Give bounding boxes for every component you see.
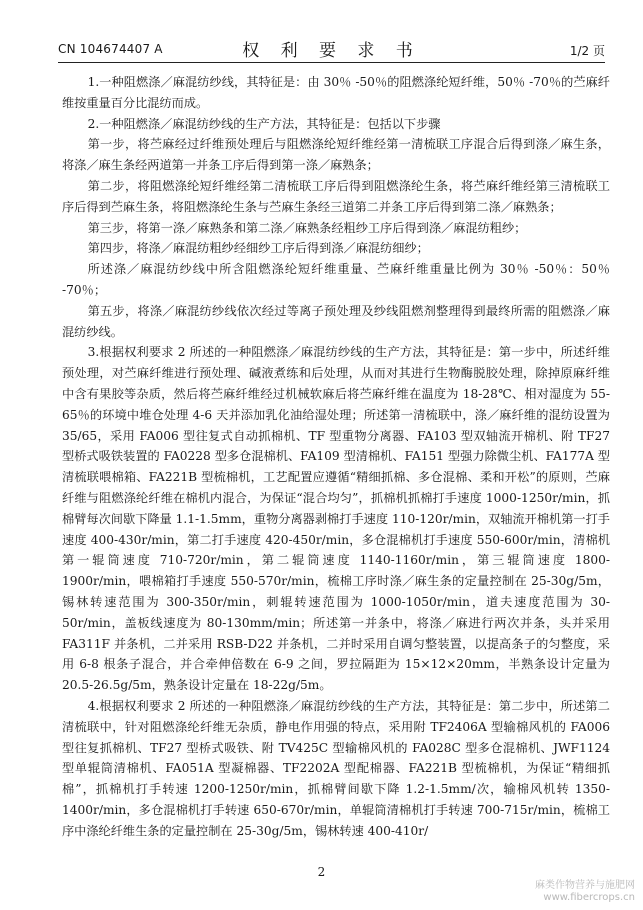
claim-step-paragraph: 第一步，将苎麻经过纤维预处理后与阻燃涤纶短纤维经第一清梳联工序混合后得到涤／麻生条，将涤／麻生条经两道第一并条工序后得到第一涤／麻熟条；	[62, 137, 610, 173]
claim-step-paragraph: 第四步，将涤／麻混纺粗纱经细纱工序后得到涤／麻混纺细纱；	[87, 241, 429, 256]
watermark-line-2: www.fibercrops.cn	[543, 892, 635, 903]
claim-step-paragraph: 第二步，将阻燃涤纶短纤维经第二清梳联工序后得到阻燃涤纶生条，将苎麻纤维经第三清梳联工序后得到苎麻生条，将阻燃涤纶生条与苎麻生条经三道第二并条工序后得到第二涤／麻熟条；	[62, 178, 610, 214]
page-indicator: 1/2 页	[569, 44, 605, 58]
document-title: 权 利 要 求 书	[242, 41, 421, 61]
claims-body	[62, 72, 610, 841]
patent-number: CN 104674407 A	[58, 42, 163, 56]
claim-step-paragraph: 所述涤／麻混纺纱线中所含阻燃涤纶短纤维重量、苎麻纤维重量比例为 30％ -50％：50％ -70％；	[62, 262, 610, 297]
claim-paragraph: 3.根据权利要求 2 所述的一种阻燃涤／麻混纺纱线的生产方法，其特征是：第一步中，所述纤维预处理，对苎麻纤维进行预处理、碱液煮练和后处理，从而对其进行生物酶脱胶处理，除掉原麻纤维中含有果胶等杂质，然后将苎麻纤维经过机械软麻后将苎麻纤维在温度为 18-28℃、相对湿度为 55-65％的环境中堆仓处理 4-6 天并添加乳化油给湿处理；所述第一清梳联中，涤／麻纤维的混纺设置为 35/65，采用 FA006 型往复式自动抓棉机、TF 型重物分离器、FA103 型双轴流开棉机、附 TF27 型桥式吸铁装置的 FA0228 型多仓混棉机、FA109 型清棉机、FA151 型强力除微尘机、FA177A 型清梳联喂棉箱、FA221B 型梳棉机，工艺配置应遵循“精细抓棉、多仓混棉、柔和开松”的原则，苎麻纤维与阻燃涤纶纤维在棉机内混合，为保证“混合均匀”，抓棉机抓棉打手速度 1000-1250r/min，抓棉臂每次间歇下降量 1.1-1.5mm，重物分离器剥棉打手速度 110-120r/min，双轴流开棉机第一打手速度 400-430r/min，第二打手速度 420-450r/min，多仓混棉机打手速度 550-600r/min，清棉机第一辊筒速度 710-720r/min，第二辊筒速度 1140-1160r/min，第三辊筒速度 1800-1900r/min，喂棉箱打手速度 550-570r/min，梳棉工序时涤／麻生条的定量控制在 25-30g/5m，锡林转速范围为 300-350r/min，刺辊转速范围为 1000-1050r/min，道夫速度范围为 30-50r/min，盖板线速度为 80-130mm/min；所述第一并条中，将涤／麻进行两次并条，头并采用 FA311F 并条机，二并采用 RSB-D22 并条机，二并时采用自调匀整装置，以提高条子的匀整度，采用 6-8 根条子混合，并合牵伸倍数在 6-9 之间，罗拉隔距为 15×12×20mm，半熟条设计定量为 20.5-26.5g/5m，熟条设计定量在 18-22g/5m。	[62, 345, 610, 693]
watermark-line-1: 麻类作物营养与施肥网	[535, 880, 635, 891]
page-header	[58, 36, 605, 63]
watermark	[535, 880, 635, 904]
claim-paragraph: 1.一种阻燃涤／麻混纺纱线，其特征是：由 30％ -50％的阻燃涤纶短纤维，50％ -70％的苎麻纤维按重量百分比混纺而成。	[62, 75, 610, 110]
page-number: 2	[317, 865, 326, 879]
claim-step-paragraph: 第五步，将涤／麻混纺纱线依次经过等离子预处理及纱线阻燃剂整理得到最终所需的阻燃涤／麻混纺纱线。	[62, 303, 610, 339]
claim-step-paragraph: 第三步，将第一涤／麻熟条和第二涤／麻熟条经粗纱工序后得到涤／麻混纺粗纱；	[87, 220, 527, 235]
claim-paragraph: 2.一种阻燃涤／麻混纺纱线的生产方法，其特征是：包括以下步骤	[87, 116, 441, 131]
claim-paragraph: 4.根据权利要求 2 所述的一种阻燃涤／麻混纺纱线的生产方法，其特征是：第二步中，所述第二清梳联中，针对阻燃涤纶纤维无杂质，静电作用强的特点，采用附 TF2406A 型输棉风机的 FA006 型往复抓棉机、TF27 型桥式吸铁、附 TV425C 型输棉风机的 FA028C 型多仓混棉机、JWF1124 型单辊筒清棉机、FA051A 型凝棉器、TF2202A 型配棉器、FA221B 型梳棉机，为保证“精细抓棉”，抓棉机打手转速 1200-1250r/min，抓棉臂间歇下降 1.2-1.5mm/次，输棉风机转 1350-1400r/min，多仓混棉机打手转速 650-670r/min，单辊筒清棉机打手转速 700-715r/min，梳棉工序中涤纶纤维生条的定量控制在 25-30g/5m，锡林转速 400-410r/	[62, 698, 610, 838]
